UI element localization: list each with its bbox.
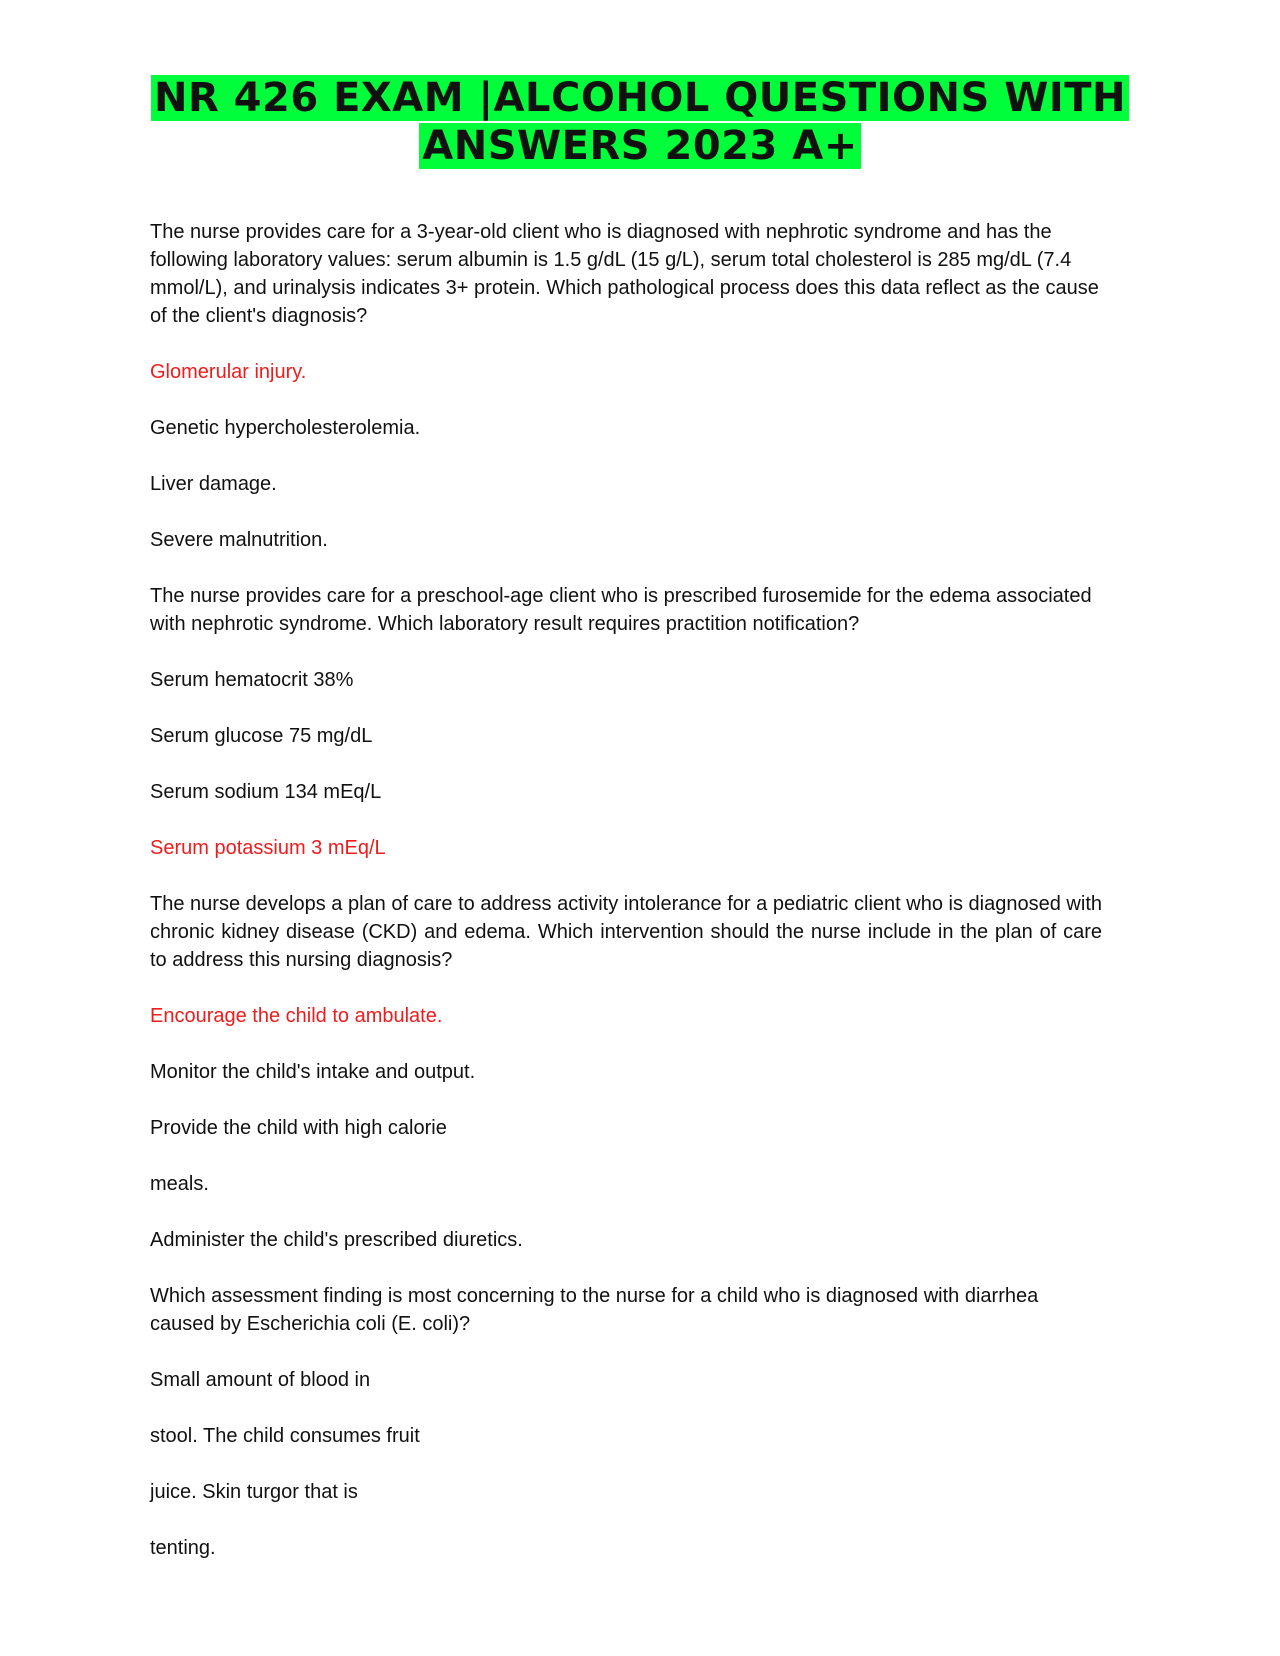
question-3-stem: The nurse develops a plan of care to address activity intolerance for a pediatric client who is diagnosed with chronic kidney disease (CKD) and edema. Which intervention should the nurse include in the plan of care to address this nursing diagnosis? — [150, 893, 1102, 971]
question-4-option: Small amount of blood in — [150, 1369, 371, 1391]
question-2-option: Serum sodium 134 mEq/L — [150, 781, 382, 803]
question-1-option: Genetic hypercholesterolemia. — [150, 417, 421, 439]
question-3-option: Provide the child with high calorie — [150, 1117, 447, 1139]
question-1-answer: Glomerular injury. — [150, 361, 307, 383]
question-2-option: Serum hematocrit 38% — [150, 669, 354, 691]
title-line-2: ANSWERS 2023 A+ — [419, 123, 860, 169]
question-4-option: stool. The child consumes fruit — [150, 1425, 420, 1447]
question-4-option: juice. Skin turgor that is — [150, 1481, 358, 1503]
question-3-option: Monitor the child's intake and output. — [150, 1061, 476, 1083]
title-line-1: NR 426 EXAM |ALCOHOL QUESTIONS WITH — [151, 75, 1129, 121]
question-3-answer: Encourage the child to ambulate. — [150, 1005, 443, 1027]
question-1-stem: The nurse provides care for a 3-year-old client who is diagnosed with nephrotic syndrome and has the following laboratory values: serum albumin is 1.5 g/dL (15 g/L), serum total cholesterol is 285 mg/dL (7.4 mmol/L), and urinalysis indicates 3+ protein. Which pathological process does this data reflect as the cause of the client's diagnosis? — [150, 221, 1099, 327]
question-2-stem: The nurse provides care for a preschool-age client who is prescribed furosemide for the edema associated with nephrotic syndrome. Which laboratory result requires practition notification? — [150, 585, 1092, 635]
question-4-stem: Which assessment finding is most concerning to the nurse for a child who is diagnosed with diarrhea caused by Escherichia coli (E. coli)? — [150, 1285, 1039, 1335]
question-2-option: Serum glucose 75 mg/dL — [150, 725, 373, 747]
question-1-option: Liver damage. — [150, 473, 277, 495]
question-4-option: tenting. — [150, 1537, 216, 1559]
question-3-option: meals. — [150, 1173, 209, 1195]
question-2-answer: Serum potassium 3 mEq/L — [150, 837, 386, 859]
question-1-option: Severe malnutrition. — [150, 529, 328, 551]
document-body — [150, 218, 1102, 1590]
question-3-option: Administer the child's prescribed diuretics. — [150, 1229, 523, 1251]
document-title — [100, 74, 1180, 170]
